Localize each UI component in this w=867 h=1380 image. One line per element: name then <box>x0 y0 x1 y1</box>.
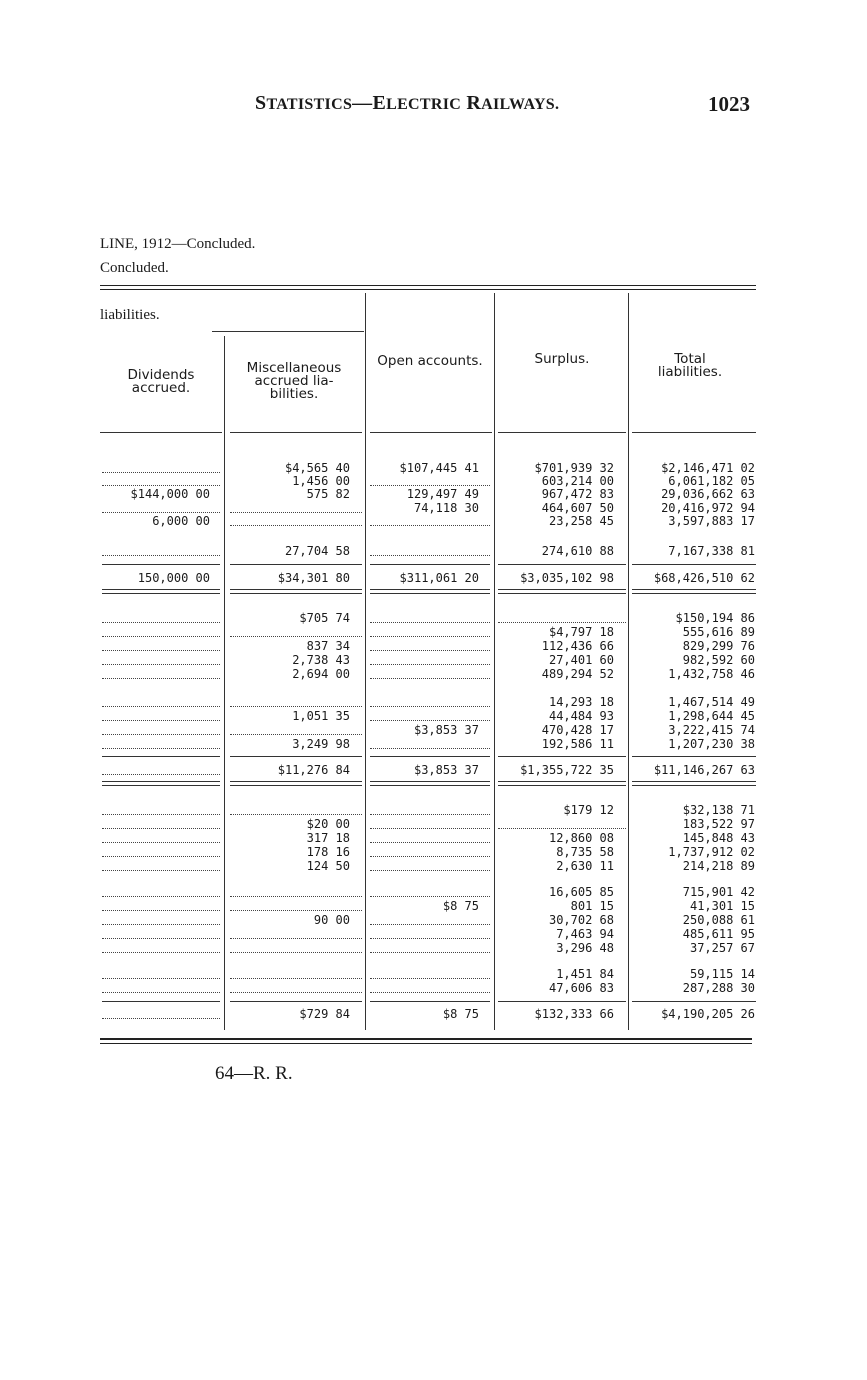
leader-dots <box>102 883 220 897</box>
group-label: liabilities. <box>100 307 160 323</box>
section-rule <box>498 781 626 786</box>
leader-dots <box>230 939 362 953</box>
header-rule <box>100 432 222 433</box>
table-cell: $107,445 41 <box>399 461 479 475</box>
table-cell: 124 50 <box>306 859 350 873</box>
table-cell: 29,036,662 63 <box>661 487 755 501</box>
subtotal-rule <box>230 756 362 757</box>
leader-dots <box>370 542 490 556</box>
total-cell: $132,333 66 <box>534 1007 614 1021</box>
leader-dots <box>230 883 362 897</box>
table-cell: $2,146,471 02 <box>661 461 755 475</box>
section-rule <box>230 589 362 594</box>
leader-dots <box>370 883 490 897</box>
leader-dots <box>102 623 220 637</box>
leader-dots <box>230 965 362 979</box>
table-cell: 801 15 <box>570 899 614 913</box>
leader-dots <box>102 939 220 953</box>
total-cell: $11,276 84 <box>277 763 350 777</box>
table-cell: 715,901 42 <box>682 885 755 899</box>
table-cell: 192,586 11 <box>541 737 614 751</box>
leader-dots <box>102 693 220 707</box>
section-rule <box>632 781 756 786</box>
table-cell: 7,463 94 <box>556 927 614 941</box>
section-rule <box>632 589 756 594</box>
leader-dots <box>370 609 490 623</box>
table-cell: 44,484 93 <box>548 709 614 723</box>
leader-dots <box>370 693 490 707</box>
leader-dots <box>102 707 220 721</box>
table-cell: 555,616 89 <box>682 625 755 639</box>
leader-dots <box>102 665 220 679</box>
table-cell: 1,737,912 02 <box>668 845 755 859</box>
table-cell: $4,565 40 <box>284 461 350 475</box>
subtotal-rule <box>370 756 490 757</box>
total-cell: $34,301 80 <box>277 571 350 585</box>
table-cell: 23,258 45 <box>548 514 614 528</box>
table-cell: 129,497 49 <box>406 487 479 501</box>
leader-dots <box>102 857 220 871</box>
total-cell: $3,853 37 <box>413 763 479 777</box>
table-cell: $144,000 00 <box>130 487 210 501</box>
table-cell: 30,702 68 <box>548 913 614 927</box>
leader-dots <box>370 857 490 871</box>
leader-dots <box>370 707 490 721</box>
table-cell: 603,214 00 <box>541 474 614 488</box>
table-cell: $4,797 18 <box>548 625 614 639</box>
leader-dots <box>370 939 490 953</box>
page-footer: 64—R. R. <box>215 1063 293 1084</box>
table-cell: $8 75 <box>442 899 479 913</box>
table-cell: 178 16 <box>306 845 350 859</box>
leader-dots <box>370 651 490 665</box>
table-subtitle: LINE, 1912—Concluded. <box>100 236 256 252</box>
bottom-rule <box>100 1038 752 1044</box>
leader-dots <box>102 925 220 939</box>
table-cell: 59,115 14 <box>689 967 755 981</box>
table-cell: 967,472 83 <box>541 487 614 501</box>
leader-dots <box>370 801 490 815</box>
leader-dots <box>370 911 490 925</box>
table-cell: 145,848 43 <box>682 831 755 845</box>
leader-dots <box>230 693 362 707</box>
table-cell: 2,630 11 <box>556 859 614 873</box>
subtotal-rule <box>370 1001 490 1002</box>
leader-dots <box>102 815 220 829</box>
table-cell: 2,694 00 <box>292 667 350 681</box>
total-cell: $4,190,205 26 <box>661 1007 755 1021</box>
table-cell: $3,853 37 <box>413 723 479 737</box>
table-cell: 1,051 35 <box>292 709 350 723</box>
table-cell: 74,118 30 <box>413 501 479 515</box>
subtotal-rule <box>370 564 490 565</box>
col-rule <box>365 293 366 1030</box>
table-cell: 489,294 52 <box>541 667 614 681</box>
table-cell: 485,611 95 <box>682 927 755 941</box>
leader-dots <box>370 979 490 993</box>
table-cell: 287,288 30 <box>682 981 755 995</box>
subtotal-rule <box>230 564 362 565</box>
leader-dots <box>102 829 220 843</box>
leader-dots <box>102 979 220 993</box>
leader-dots <box>370 665 490 679</box>
col-header-open: Open accounts. <box>377 353 483 369</box>
subtotal-rule <box>632 564 756 565</box>
leader-dots <box>370 512 490 526</box>
subtotal-rule <box>230 1001 362 1002</box>
top-rule <box>100 285 756 290</box>
subtotal-rule <box>498 756 626 757</box>
table-cell: 41,301 15 <box>689 899 755 913</box>
subtotal-rule <box>632 756 756 757</box>
total-cell: $3,035,102 98 <box>520 571 614 585</box>
table-cell: 6,061,182 05 <box>668 474 755 488</box>
table-cell: 47,606 83 <box>548 981 614 995</box>
table-cell: 20,416,972 94 <box>661 501 755 515</box>
table-cell: 274,610 88 <box>541 544 614 558</box>
table-cell: 250,088 61 <box>682 913 755 927</box>
table-cell: 829,299 76 <box>682 639 755 653</box>
leader-dots <box>102 801 220 815</box>
header-rule <box>498 432 626 433</box>
leader-dots <box>498 609 626 623</box>
leader-dots <box>102 459 220 473</box>
page-number: 1023 <box>708 92 750 116</box>
table-cell: 8,735 58 <box>556 845 614 859</box>
table-cell: 317 18 <box>306 831 350 845</box>
group-rule <box>212 331 364 332</box>
leader-dots <box>102 651 220 665</box>
table-cell: $705 74 <box>299 611 350 625</box>
col-header-misc: Miscellaneous accrued lia-bilities. <box>246 360 342 402</box>
leader-dots <box>230 979 362 993</box>
total-cell: $311,061 20 <box>399 571 479 585</box>
table-cell: $179 12 <box>563 803 614 817</box>
table-cell: 37,257 67 <box>689 941 755 955</box>
total-cell: $729 84 <box>299 1007 350 1021</box>
leader-dots <box>370 965 490 979</box>
table-cell: 16,605 85 <box>548 885 614 899</box>
total-cell: $11,146,267 63 <box>653 763 755 777</box>
leader-dots <box>102 499 220 513</box>
leader-dots <box>230 623 362 637</box>
section-rule <box>102 589 220 594</box>
subtotal-rule <box>102 1001 220 1002</box>
section-rule <box>230 781 362 786</box>
leader-dots <box>370 735 490 749</box>
table-cell: 575 82 <box>306 487 350 501</box>
leader-dots <box>102 911 220 925</box>
header-rule <box>632 432 756 433</box>
leader-dots <box>102 637 220 651</box>
leader-dots <box>102 609 220 623</box>
table-cell: 12,860 08 <box>548 831 614 845</box>
section-rule <box>498 589 626 594</box>
table-cell: 2,738 43 <box>292 653 350 667</box>
table-cell: 6,000 00 <box>152 514 210 528</box>
table-cell: 470,428 17 <box>541 723 614 737</box>
leader-dots <box>370 843 490 857</box>
leader-dots <box>102 965 220 979</box>
leader-dots <box>498 815 626 829</box>
table-cell: 90 00 <box>313 913 350 927</box>
table-cell: 1,467,514 49 <box>668 695 755 709</box>
table-cell: 1,451 84 <box>556 967 614 981</box>
header-rule <box>370 432 492 433</box>
subtotal-rule <box>632 1001 756 1002</box>
col-header-surplus: Surplus. <box>534 351 590 367</box>
section-rule <box>102 781 220 786</box>
col-header-total: Total liabilities. <box>657 351 723 380</box>
table-cell: 3,222,415 74 <box>668 723 755 737</box>
table-cell: 3,597,883 17 <box>668 514 755 528</box>
section-rule <box>370 781 490 786</box>
subtotal-rule <box>102 756 220 757</box>
total-cell: 150,000 00 <box>137 571 210 585</box>
leader-dots <box>102 897 220 911</box>
table-cell: 183,522 97 <box>682 817 755 831</box>
table-cell: $32,138 71 <box>682 803 755 817</box>
table-cell: $150,194 86 <box>675 611 755 625</box>
leader-dots <box>102 1005 220 1019</box>
section-rule <box>370 589 490 594</box>
total-cell: $8 75 <box>442 1007 479 1021</box>
table-cell: $701,939 32 <box>534 461 614 475</box>
leader-dots <box>370 829 490 843</box>
table-cell: 837 34 <box>306 639 350 653</box>
table-cell: 14,293 18 <box>548 695 614 709</box>
table-cell: 7,167,338 81 <box>668 544 755 558</box>
table-cell: 1,432,758 46 <box>668 667 755 681</box>
leader-dots <box>102 735 220 749</box>
page-title: STATISTICS—ELECTRIC RAILWAYS. <box>255 92 560 114</box>
subtotal-rule <box>498 1001 626 1002</box>
leader-dots <box>370 472 490 486</box>
table-cell: 982,592 60 <box>682 653 755 667</box>
leader-dots <box>370 623 490 637</box>
table-cell: 3,249 98 <box>292 737 350 751</box>
leader-dots <box>230 801 362 815</box>
table-cell: $20 00 <box>306 817 350 831</box>
leader-dots <box>370 815 490 829</box>
table-cell: 27,401 60 <box>548 653 614 667</box>
leader-dots <box>230 925 362 939</box>
leader-dots <box>370 925 490 939</box>
total-cell: $68,426,510 62 <box>653 571 755 585</box>
table-cell: 27,704 58 <box>284 544 350 558</box>
table-cell: 1,456 00 <box>292 474 350 488</box>
col-header-dividends: Dividends accrued. <box>127 367 195 396</box>
leader-dots <box>102 472 220 486</box>
table-cell: 1,207,230 38 <box>668 737 755 751</box>
table-cell: 1,298,644 45 <box>668 709 755 723</box>
table-subtitle-2: Concluded. <box>100 260 169 276</box>
table-cell: 464,607 50 <box>541 501 614 515</box>
leader-dots <box>102 542 220 556</box>
subtotal-rule <box>498 564 626 565</box>
leader-dots <box>102 721 220 735</box>
subtotal-rule <box>102 564 220 565</box>
header-rule <box>230 432 362 433</box>
table-cell: 112,436 66 <box>541 639 614 653</box>
leader-dots <box>102 843 220 857</box>
total-cell: $1,355,722 35 <box>520 763 614 777</box>
leader-dots <box>102 761 220 775</box>
table-cell: 214,218 89 <box>682 859 755 873</box>
table-cell: 3,296 48 <box>556 941 614 955</box>
leader-dots <box>370 637 490 651</box>
